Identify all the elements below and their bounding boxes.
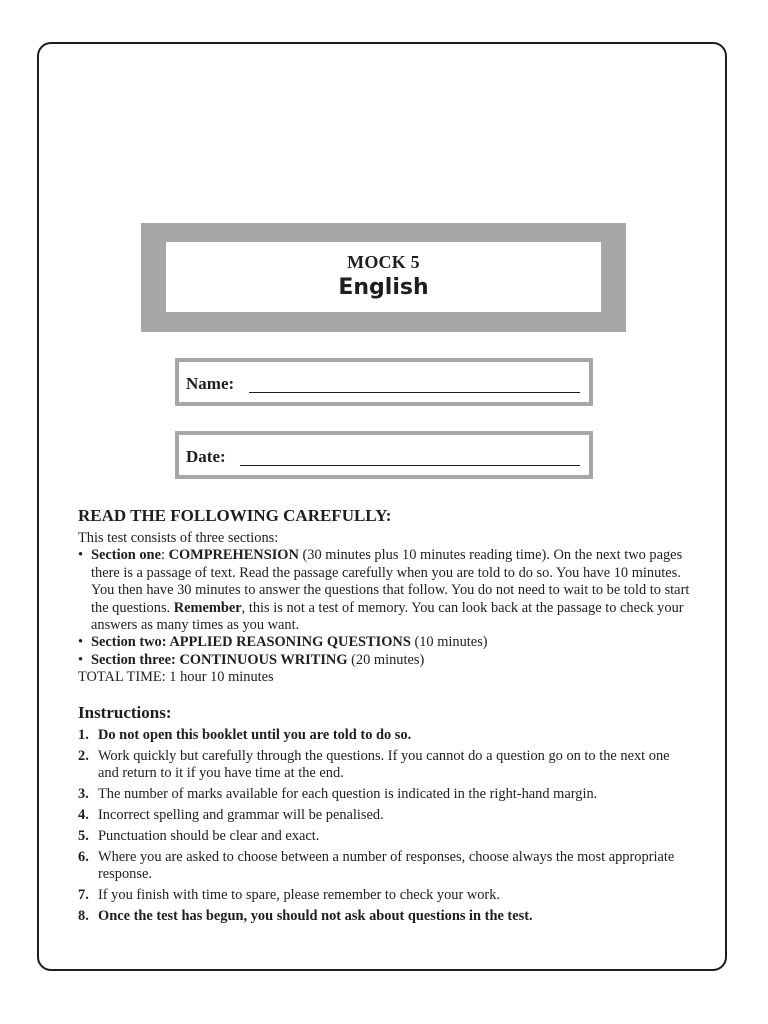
instruction-number: 3. bbox=[78, 785, 89, 802]
section-two-text: (10 minutes) bbox=[410, 634, 488, 651]
section-two-label: Section two: APPLIED REASONING QUESTIONS bbox=[91, 634, 411, 651]
instruction-text: Punctuation should be clear and exact. bbox=[98, 827, 320, 844]
instructions-heading: Instructions: bbox=[78, 702, 172, 722]
instruction-item bbox=[78, 908, 690, 925]
section-three-item bbox=[78, 652, 690, 669]
instruction-number: 4. bbox=[78, 806, 89, 823]
bullet-icon: • bbox=[78, 634, 84, 651]
name-field-box bbox=[175, 358, 593, 406]
instruction-text: Work quickly but carefully through the questions. If you cannot do a question go on to the next one and return to it if you have time at the end. bbox=[98, 747, 670, 781]
name-label: Name: bbox=[186, 374, 235, 393]
section-two-item bbox=[78, 634, 690, 651]
remember-word: Remember bbox=[173, 599, 242, 616]
bullet-icon: • bbox=[78, 547, 84, 564]
date-label: Date: bbox=[186, 447, 226, 466]
section-one-colon: : bbox=[160, 547, 169, 564]
subject-title: English bbox=[338, 275, 429, 300]
instruction-text: Once the test has begun, you should not ask about questions in the test. bbox=[98, 907, 533, 924]
instruction-number: 7. bbox=[78, 886, 89, 903]
name-write-line[interactable] bbox=[249, 392, 580, 393]
instructions-list bbox=[78, 727, 690, 926]
instruction-text: If you finish with time to spare, please remember to check your work. bbox=[98, 886, 501, 903]
title-banner bbox=[141, 223, 626, 332]
instruction-text: The number of marks available for each question is indicated in the right-hand margin. bbox=[98, 785, 598, 802]
section-one-label: Section one bbox=[91, 547, 161, 564]
section-one-text-a: (30 minutes plus 10 minutes reading time). On the next two pages there is a passage of text. Read the passage carefully when you are told to do so. You have 10 minutes. You then have 30 minutes to answer the questions that follow. You do not need to wait to be told to start the questions. bbox=[91, 547, 690, 616]
title-panel bbox=[166, 242, 601, 312]
instruction-item bbox=[78, 807, 690, 824]
section-three-label: Section three: CONTINUOUS WRITING bbox=[91, 651, 348, 668]
instruction-text: Where you are asked to choose between a number of responses, choose always the most appropriate response. bbox=[98, 848, 675, 882]
bullet-icon: • bbox=[78, 651, 84, 668]
instruction-number: 6. bbox=[78, 848, 89, 865]
section-three-text: (20 minutes) bbox=[347, 651, 425, 668]
section-one-text-b: , this is not a test of memory. You can look back at the passage to check your answers as many times as you want. bbox=[91, 599, 684, 634]
instruction-text: Incorrect spelling and grammar will be penalised. bbox=[98, 806, 384, 823]
instruction-item bbox=[78, 849, 690, 884]
instruction-item bbox=[78, 828, 690, 845]
instruction-number: 2. bbox=[78, 747, 89, 764]
instruction-item bbox=[78, 786, 690, 803]
date-write-line[interactable] bbox=[240, 465, 580, 466]
read-heading: READ THE FOLLOWING CAREFULLY: bbox=[78, 506, 392, 525]
instruction-text: Do not open this booklet until you are told to do so. bbox=[98, 726, 412, 743]
intro-text: This test consists of three sections: bbox=[78, 530, 279, 546]
instruction-number: 8. bbox=[78, 907, 89, 924]
section-one-title: COMPREHENSION bbox=[168, 547, 299, 564]
sections-list bbox=[78, 547, 690, 669]
instructions-content bbox=[78, 506, 690, 929]
instruction-item bbox=[78, 748, 690, 783]
section-one-item bbox=[78, 547, 690, 634]
mock-label: MOCK 5 bbox=[347, 252, 420, 272]
instruction-item bbox=[78, 727, 690, 744]
instruction-number: 5. bbox=[78, 827, 89, 844]
instruction-number: 1. bbox=[78, 726, 89, 743]
instruction-item bbox=[78, 887, 690, 904]
date-field-box bbox=[175, 431, 593, 479]
total-time: TOTAL TIME: 1 hour 10 minutes bbox=[78, 669, 274, 686]
